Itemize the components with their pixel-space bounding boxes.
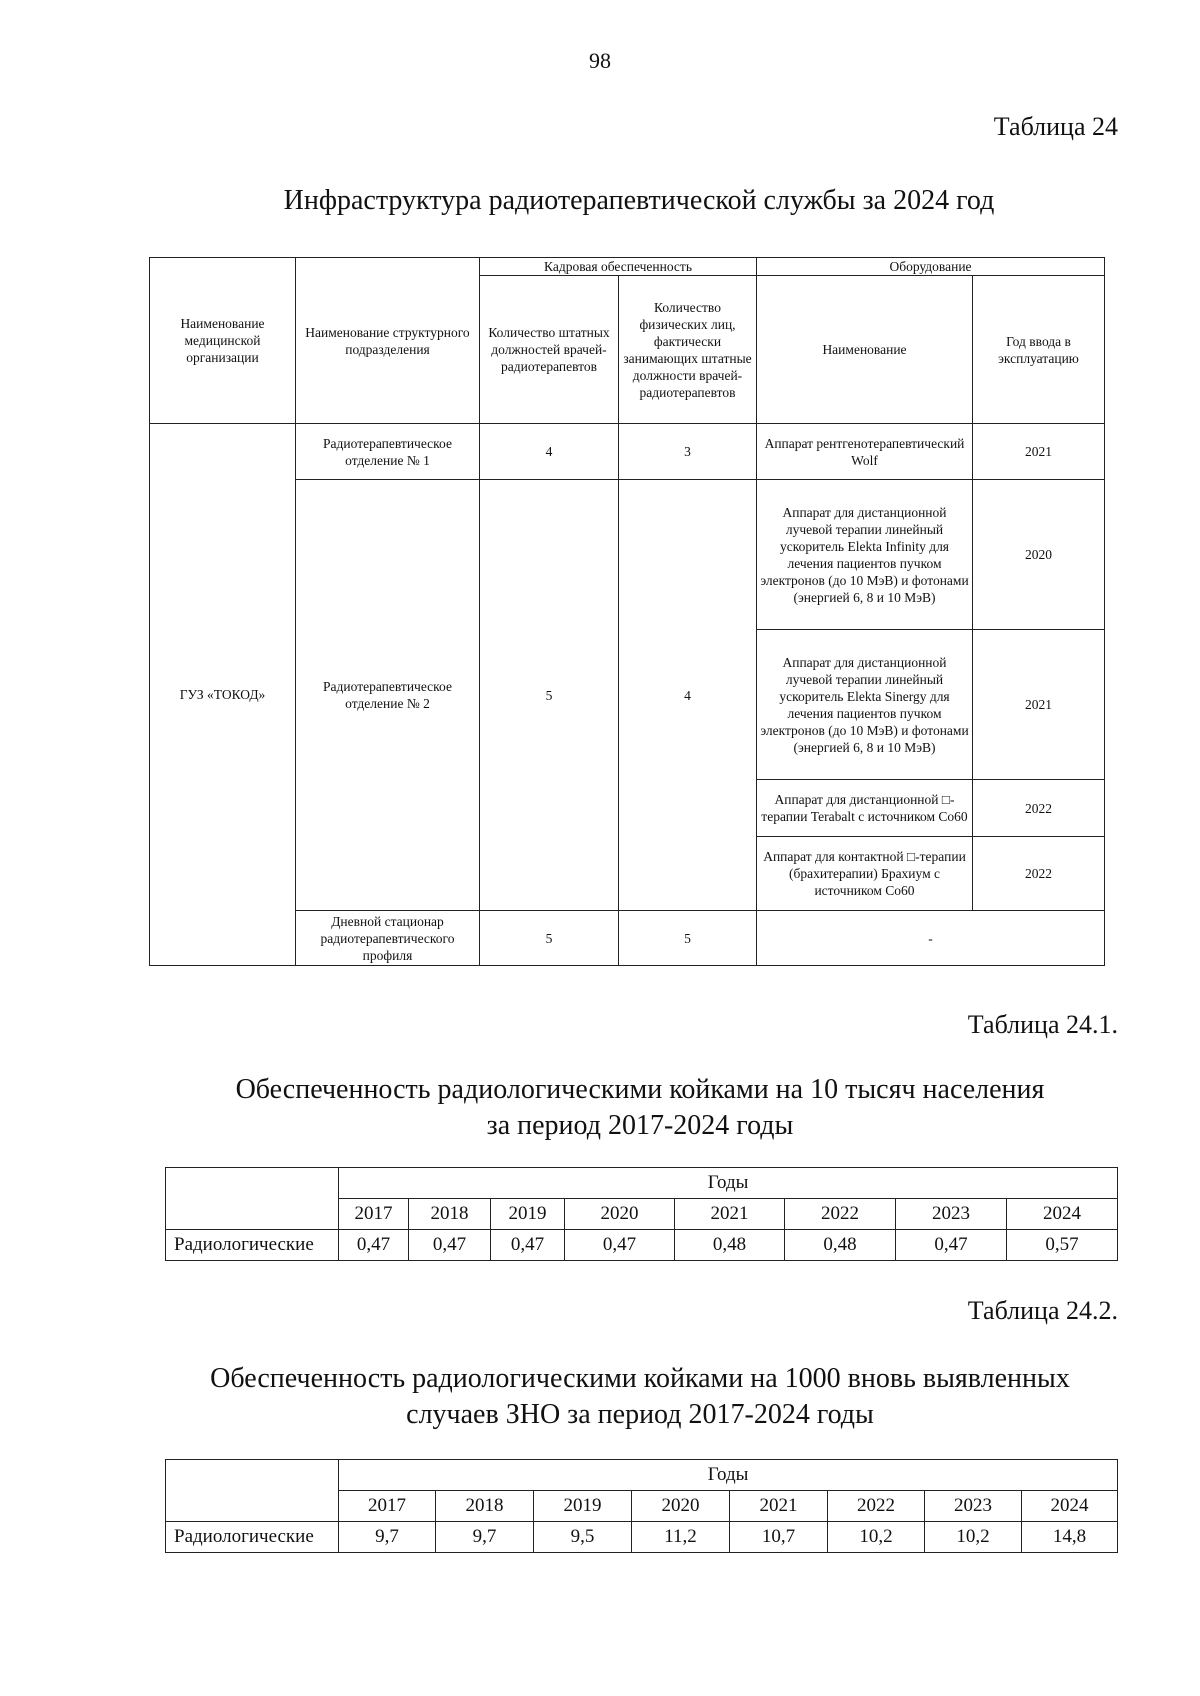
table-row bbox=[166, 1522, 1118, 1553]
value-cell: 0,47 bbox=[339, 1230, 409, 1261]
year-cell: 2021 bbox=[675, 1199, 785, 1230]
equipment-year: 2021 bbox=[973, 630, 1105, 780]
value-cell: 9,5 bbox=[534, 1522, 632, 1553]
table-row bbox=[150, 424, 1105, 480]
year-cell: 2022 bbox=[828, 1491, 925, 1522]
years-header: Годы bbox=[339, 1460, 1118, 1491]
table-24-2-label: Таблица 24.2. bbox=[967, 1296, 1118, 1325]
header-equipment-group: Оборудование bbox=[757, 258, 1105, 276]
unit-persons: 5 bbox=[619, 911, 757, 966]
value-cell: 10,2 bbox=[925, 1522, 1022, 1553]
header-unit: Наименование структурного подразделения bbox=[296, 258, 480, 424]
value-cell: 0,48 bbox=[675, 1230, 785, 1261]
year-cell: 2019 bbox=[534, 1491, 632, 1522]
header-staff-persons: Количество физических лиц, фактически занимающих штатные должности врачей-радиотерапевтов bbox=[619, 276, 757, 424]
header-staff-group: Кадровая обеспеченность bbox=[480, 258, 757, 276]
years-header: Годы bbox=[339, 1168, 1118, 1199]
value-cell: 10,7 bbox=[730, 1522, 828, 1553]
year-cell: 2023 bbox=[896, 1199, 1007, 1230]
equipment-name: Аппарат для дистанционной лучевой терапии линейный ускоритель Elekta Infinity для лечения пациентов пучком электронов (до 10 МэВ) и фотонами (энергией 6, 8 и 10 МэВ) bbox=[757, 480, 973, 630]
value-cell: 11,2 bbox=[632, 1522, 730, 1553]
infrastructure-table bbox=[149, 257, 1105, 966]
equipment-name: Аппарат для контактной □-терапии (брахитерапии) Брахиум с источником Co60 bbox=[757, 837, 973, 911]
equipment-year: 2020 bbox=[973, 480, 1105, 630]
unit-positions: 5 bbox=[480, 480, 619, 911]
value-cell: 9,7 bbox=[436, 1522, 534, 1553]
unit-positions: 5 bbox=[480, 911, 619, 966]
header-equipment-name: Наименование bbox=[757, 276, 973, 424]
year-cell: 2020 bbox=[632, 1491, 730, 1522]
year-cell: 2018 bbox=[409, 1199, 491, 1230]
value-cell: 0,47 bbox=[565, 1230, 675, 1261]
table-24-1-label: Таблица 24.1. bbox=[967, 1010, 1118, 1039]
row-label: Радиологические bbox=[166, 1522, 339, 1553]
value-cell: 0,47 bbox=[896, 1230, 1007, 1261]
value-cell: 0,57 bbox=[1007, 1230, 1118, 1261]
page-number: 98 bbox=[589, 48, 611, 73]
table-24-label: Таблица 24 bbox=[993, 112, 1118, 141]
header-equipment-year: Год ввода в эксплуатацию bbox=[973, 276, 1105, 424]
equipment-year: 2022 bbox=[973, 837, 1105, 911]
year-cell: 2024 bbox=[1007, 1199, 1118, 1230]
value-cell: 0,48 bbox=[785, 1230, 896, 1261]
organization-cell: ГУЗ «ТОКОД» bbox=[150, 424, 296, 966]
year-cell: 2020 bbox=[565, 1199, 675, 1230]
unit-persons: 4 bbox=[619, 480, 757, 911]
header-staff-positions: Количество штатных должностей врачей-радиотерапевтов bbox=[480, 276, 619, 424]
table-24-title: Инфраструктура радиотерапевтической службы за 2024 год bbox=[283, 185, 995, 216]
value-cell: 10,2 bbox=[828, 1522, 925, 1553]
unit-positions: 4 bbox=[480, 424, 619, 480]
value-cell: 9,7 bbox=[339, 1522, 436, 1553]
year-cell: 2019 bbox=[491, 1199, 565, 1230]
year-cell: 2017 bbox=[339, 1199, 409, 1230]
equipment-name: Аппарат для дистанционной □-терапии Terabalt с источником Co60 bbox=[757, 780, 973, 837]
value-cell: 0,47 bbox=[409, 1230, 491, 1261]
title-line: Обеспеченность радиологическими койками на 1000 вновь выявленных bbox=[210, 1363, 1070, 1394]
year-cell: 2024 bbox=[1022, 1491, 1118, 1522]
value-cell: 0,47 bbox=[491, 1230, 565, 1261]
title-line: Обеспеченность радиологическими койками на 10 тысяч населения bbox=[235, 1074, 1045, 1105]
unit-name: Радиотерапевтическое отделение № 2 bbox=[296, 480, 480, 911]
table-row bbox=[166, 1230, 1118, 1261]
year-cell: 2018 bbox=[436, 1491, 534, 1522]
equipment-name: Аппарат рентгенотерапевтический Wolf bbox=[757, 424, 973, 480]
empty-corner-cell bbox=[166, 1168, 339, 1230]
title-line: случаев ЗНО за период 2017-2024 годы bbox=[406, 1399, 874, 1430]
beds-per-10000-table bbox=[165, 1167, 1118, 1261]
table-24-2-title bbox=[0, 1361, 1200, 1433]
year-cell: 2022 bbox=[785, 1199, 896, 1230]
equipment-year: 2021 bbox=[973, 424, 1105, 480]
year-cell: 2017 bbox=[339, 1491, 436, 1522]
unit-name: Дневной стационар радиотерапевтического профиля bbox=[296, 911, 480, 966]
unit-persons: 3 bbox=[619, 424, 757, 480]
beds-per-1000-cases-table bbox=[165, 1459, 1118, 1553]
unit-name: Радиотерапевтическое отделение № 1 bbox=[296, 424, 480, 480]
row-label: Радиологические bbox=[166, 1230, 339, 1261]
table-24-1-title bbox=[0, 1072, 1200, 1144]
equipment-dash: - bbox=[757, 911, 1105, 966]
header-org: Наименование медицинской организации bbox=[150, 258, 296, 424]
equipment-name: Аппарат для дистанционной лучевой терапии линейный ускоритель Elekta Sinergy для лечения пациентов пучком электронов (до 10 МэВ) и фотонами (энергией 6, 8 и 10 МэВ) bbox=[757, 630, 973, 780]
title-line: за период 2017-2024 годы bbox=[486, 1110, 794, 1141]
year-cell: 2023 bbox=[925, 1491, 1022, 1522]
empty-corner-cell bbox=[166, 1460, 339, 1522]
equipment-year: 2022 bbox=[973, 780, 1105, 837]
value-cell: 14,8 bbox=[1022, 1522, 1118, 1553]
year-cell: 2021 bbox=[730, 1491, 828, 1522]
